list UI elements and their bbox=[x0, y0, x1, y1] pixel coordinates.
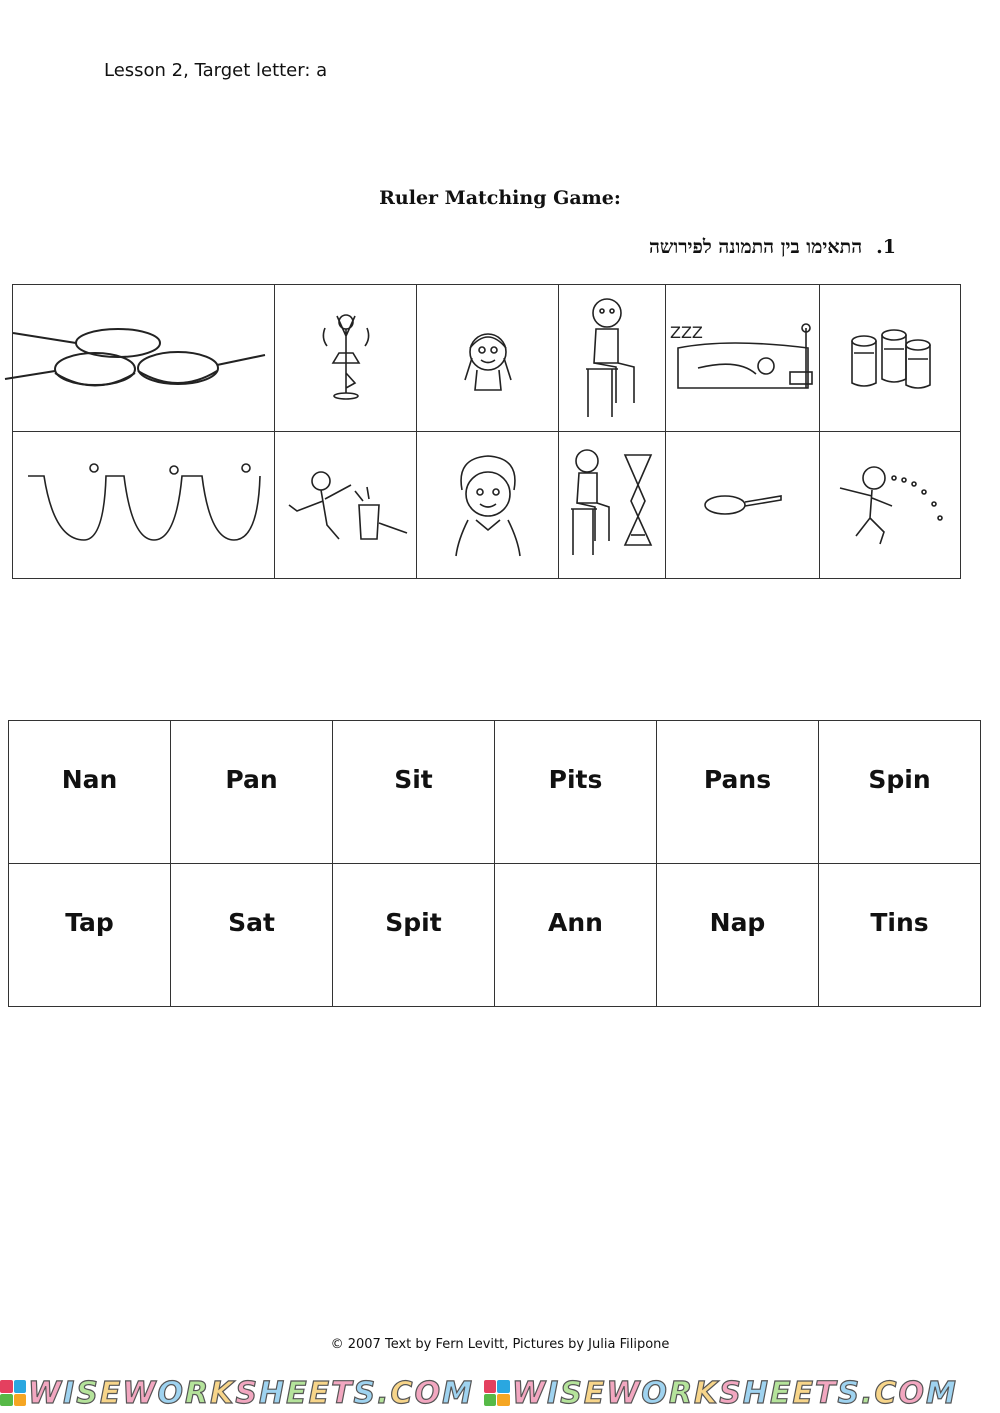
logo-square bbox=[484, 1380, 497, 1393]
pans-picture bbox=[13, 285, 275, 432]
logo-square bbox=[14, 1394, 27, 1407]
logo-square bbox=[497, 1380, 510, 1393]
tins-picture bbox=[820, 285, 961, 432]
spit-picture bbox=[820, 432, 961, 579]
word-label: Ann bbox=[548, 908, 603, 937]
word-cell[interactable] bbox=[333, 864, 495, 1007]
word-cell[interactable] bbox=[171, 864, 333, 1007]
nap-picture bbox=[666, 285, 820, 432]
word-label: Tap bbox=[65, 908, 114, 937]
word-row bbox=[9, 721, 981, 864]
svg-text:ZZZ: ZZZ bbox=[669, 323, 703, 342]
picture-grid bbox=[12, 284, 961, 579]
word-label: Sit bbox=[394, 765, 433, 794]
word-cell[interactable] bbox=[495, 864, 657, 1007]
word-cell[interactable] bbox=[819, 864, 981, 1007]
pits-picture bbox=[13, 432, 275, 579]
logo-square bbox=[497, 1394, 510, 1407]
logo-square bbox=[14, 1380, 27, 1393]
picture-row bbox=[13, 285, 961, 432]
instruction-number: 1. bbox=[876, 236, 896, 258]
word-cell[interactable] bbox=[657, 864, 819, 1007]
logo-badge-icon bbox=[0, 1380, 26, 1406]
picture-row bbox=[13, 432, 961, 579]
word-label: Spit bbox=[385, 908, 442, 937]
site-logo bbox=[484, 1376, 958, 1411]
word-label: Nan bbox=[61, 765, 118, 794]
word-cell[interactable] bbox=[171, 721, 333, 864]
word-cell[interactable] bbox=[333, 721, 495, 864]
instruction-text: התאימו בין התמונה לפירושה bbox=[648, 236, 863, 258]
word-cell[interactable] bbox=[9, 721, 171, 864]
word-row bbox=[9, 864, 981, 1007]
logo-strip bbox=[0, 1376, 1000, 1410]
game-title: Ruler Matching Game: bbox=[379, 187, 621, 209]
word-cell[interactable] bbox=[819, 721, 981, 864]
logo-square bbox=[0, 1394, 13, 1407]
sit-boy-picture bbox=[559, 285, 666, 432]
sat-picture bbox=[559, 432, 666, 579]
nan-girl-picture bbox=[417, 285, 559, 432]
site-logo bbox=[0, 1376, 474, 1411]
word-grid bbox=[8, 720, 981, 1007]
logo-square bbox=[484, 1394, 497, 1407]
pan-picture bbox=[666, 432, 820, 579]
tap-picture bbox=[275, 432, 417, 579]
word-label: Sat bbox=[228, 908, 275, 937]
word-cell[interactable] bbox=[657, 721, 819, 864]
word-cell[interactable] bbox=[495, 721, 657, 864]
word-label: Tins bbox=[870, 908, 929, 937]
lesson-label: Lesson 2, Target letter: a bbox=[104, 60, 328, 81]
logo-badge-icon bbox=[484, 1380, 510, 1406]
word-label: Pits bbox=[548, 765, 603, 794]
word-cell[interactable] bbox=[9, 864, 171, 1007]
logo-square bbox=[0, 1380, 13, 1393]
word-label: Spin bbox=[868, 765, 931, 794]
word-label: Nap bbox=[709, 908, 766, 937]
logo-text: WISEWORKSHEETS.COM bbox=[511, 1375, 958, 1411]
logo-text: WISEWORKSHEETS.COM bbox=[28, 1375, 474, 1411]
word-label: Pans bbox=[703, 765, 772, 794]
spin-picture bbox=[275, 285, 417, 432]
instruction bbox=[649, 236, 896, 259]
word-label: Pan bbox=[225, 765, 278, 794]
ann-girl-picture bbox=[417, 432, 559, 579]
footer-credit: © 2007 Text by Fern Levitt, Pictures by Julia Filipone bbox=[330, 1337, 670, 1352]
